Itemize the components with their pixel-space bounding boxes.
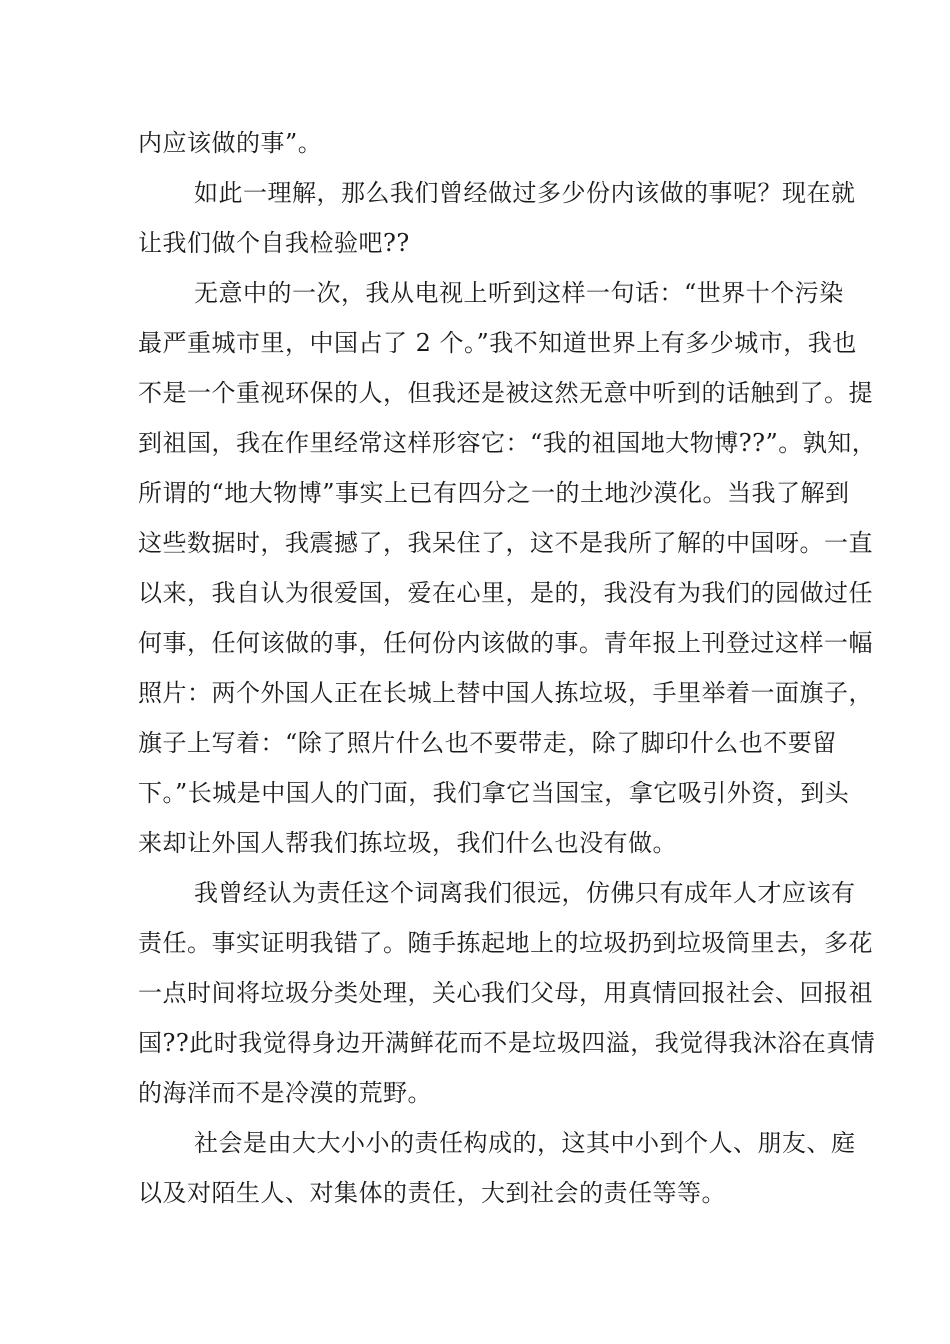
text-line: 这些数据时，我震撼了，我呆住了，这不是我所了解的中国呀。一直 [138,529,873,557]
text-line: 不是一个重视环保的人，但我还是被这然无意中听到的话触到了。提 [138,379,873,407]
text-line: 照片：两个外国人正在长城上替中国人拣垃圾，手里举着一面旗子， [138,679,873,707]
text-line: 以及对陌生人、对集体的责任，大到社会的责任等等。 [138,1179,726,1207]
paragraph-first-line: 无意中的一次，我从电视上听到这样一句话：“世界十个污染 [194,279,844,307]
paragraph-first-line: 我曾经认为责任这个词离我们很远，仿佛只有成年人才应该有 [194,879,856,907]
body-text [138,118,877,1218]
text-line: 的海洋而不是冷漠的荒野。 [138,1079,432,1107]
text-line: 到祖国，我在作里经常这样形容它：“我的祖国地大物博??”。孰知， [138,429,877,457]
text-line: 责任。事实证明我错了。随手拣起地上的垃圾扔到垃圾筒里去，多花 [138,929,873,957]
text-line: 国??此时我觉得身边开满鲜花而不是垃圾四溢，我觉得我沐浴在真情 [138,1029,876,1057]
paragraph-first-line: 如此一理解，那么我们曾经做过多少份内该做的事呢？现在就 [194,179,856,207]
text-line: 旗子上写着：“除了照片什么也不要带走，除了脚印什么也不要留 [138,729,837,757]
text-line: 让我们做个自我检验吧?? [138,229,410,257]
text-line: 内应该做的事”。 [138,129,323,157]
text-line: 来却让外国人帮我们拣垃圾，我们什么也没有做。 [138,829,677,857]
paragraph-first-line: 社会是由大大小小的责任构成的，这其中小到个人、朋友、庭 [194,1129,856,1157]
text-line: 何事，任何该做的事，任何份内该做的事。青年报上刊登过这样一幅 [138,629,873,657]
text-line: 最严重城市里，中国占了 2 个。”我不知道世界上有多少城市，我也 [138,329,857,357]
text-line: 一点时间将垃圾分类处理，关心我们父母，用真情回报社会、回报祖 [138,979,873,1007]
text-line: 所谓的“地大物博”事实上已有四分之一的土地沙漠化。当我了解到 [138,479,850,507]
text-line: 以来，我自认为很爱国，爱在心里，是的，我没有为我们的园做过任 [138,579,873,607]
text-line: 下。”长城是中国人的门面，我们拿它当国宝，拿它吸引外资，到头 [138,779,850,807]
